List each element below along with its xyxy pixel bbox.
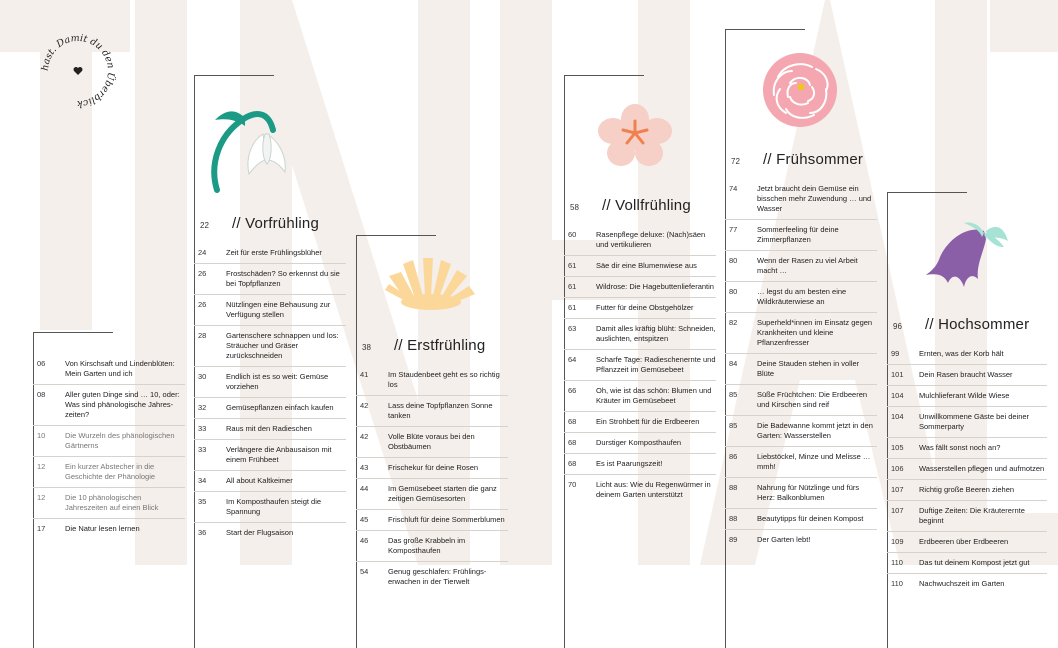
section-heading[interactable]	[356, 337, 516, 354]
toc-entry-page: 43	[360, 463, 369, 472]
toc-entry[interactable]	[194, 418, 346, 439]
toc-entry[interactable]	[194, 263, 346, 294]
toc-entry-page: 107	[891, 506, 904, 515]
toc-entry-text: Richtig große Beeren ziehen	[919, 485, 1015, 494]
toc-entry-text: Frischekur für deine Rosen	[388, 463, 479, 472]
toc-entry-text: Dein Rasen braucht Wasser	[919, 370, 1013, 379]
toc-entry-page: 63	[568, 324, 577, 333]
toc-entry-text: Damit alles kräftig blüht: Schneiden, auslichten, entspitzen	[596, 324, 716, 343]
section-entries	[887, 344, 1047, 594]
section-heading[interactable]	[887, 316, 1052, 333]
toc-entry[interactable]	[725, 415, 877, 446]
toc-entry[interactable]	[194, 470, 346, 491]
toc-entry[interactable]	[194, 325, 346, 366]
toc-entry-page: 45	[360, 515, 369, 524]
toc-entry-text: Erdbeeren über Erdbeeren	[919, 537, 1009, 546]
toc-entry-text: Die 10 phänologischen Jahreszeiten auf einen Blick	[65, 493, 159, 512]
toc-entry-page: 80	[729, 287, 738, 296]
toc-entry[interactable]	[887, 437, 1047, 458]
toc-entry-text: Scharfe Tage: Radieschenernte und Pflanzzeit im Gemüsebeet	[596, 355, 716, 374]
toc-entry-text: Im Komposthaufen steigt die Spannung	[226, 497, 322, 516]
toc-entry-text: Rasenpflege deluxe: (Nach)säen und vertikulieren	[596, 230, 706, 249]
toc-entry-page: 82	[729, 318, 738, 327]
toc-entry[interactable]	[564, 297, 716, 318]
circle-badge-text: hast. Damit du den Überblick	[40, 33, 116, 109]
section-entries	[725, 179, 877, 550]
toc-entry[interactable]	[887, 500, 1047, 531]
toc-entry-text: Ein Strohbett für die Erdbeeren	[596, 417, 700, 426]
toc-entry-page: 68	[568, 459, 577, 468]
section-heading-title: // Hochsommer	[925, 316, 1030, 333]
section-rule-horizontal	[356, 235, 436, 236]
toc-entry[interactable]	[887, 458, 1047, 479]
toc-entry-page: 105	[891, 443, 904, 452]
toc-entry-text: Aller guten Dinge sind … 10, oder: Was sind phänologische Jahres-zeiten?	[65, 390, 180, 419]
toc-entry[interactable]	[887, 406, 1047, 437]
toc-entry-text: Zeit für erste Frühlingsblüher	[226, 248, 322, 257]
toc-entry[interactable]	[356, 561, 508, 592]
toc-entry-page: 33	[198, 445, 207, 454]
toc-entry-text: Licht aus: Wie du Regenwürmer in deinem Garten unterstützt	[596, 480, 711, 499]
toc-entry-text: Säe dir eine Blumenwiese aus	[596, 261, 697, 270]
toc-entry[interactable]	[564, 453, 716, 474]
toc-entry[interactable]	[194, 397, 346, 418]
toc-entry[interactable]	[725, 477, 877, 508]
toc-entry-text: Was fällt sonst noch an?	[919, 443, 1001, 452]
toc-entry[interactable]	[725, 384, 877, 415]
toc-entry[interactable]	[564, 318, 716, 349]
toc-entry-page: 99	[891, 349, 900, 358]
toc-entry-page: 86	[729, 452, 738, 461]
toc-entry[interactable]	[564, 380, 716, 411]
toc-entry[interactable]	[725, 250, 877, 281]
toc-entry-text: Volle Blüte voraus bei den Obstbäumen	[388, 432, 475, 451]
toc-entry[interactable]	[887, 385, 1047, 406]
toc-entry-page: 35	[198, 497, 207, 506]
toc-entry[interactable]	[33, 354, 185, 384]
toc-entry-text: Nützlingen eine Behausung zur Verfügung stellen	[226, 300, 331, 319]
toc-entry-text: Deine Stauden stehen in voller Blüte	[757, 359, 860, 378]
section-heading-page: 58	[570, 203, 579, 212]
toc-entry-page: 42	[360, 401, 369, 410]
toc-entry[interactable]	[887, 531, 1047, 552]
toc-entry-page: 30	[198, 372, 207, 381]
toc-entry-page: 85	[729, 390, 738, 399]
section-heading[interactable]	[194, 215, 354, 232]
toc-entry-text: Verlängere die Anbausaison mit einem Frühbeet	[226, 445, 332, 464]
rose-icon	[760, 51, 840, 134]
toc-entry-page: 60	[568, 230, 577, 239]
toc-entry-text: Von Kirschsaft und Lindenblüten: Mein Garten und ich	[65, 359, 175, 378]
toc-entry[interactable]	[887, 344, 1047, 364]
toc-entry-page: 66	[568, 386, 577, 395]
toc-entry-text: Mulchlieferant Wilde Wiese	[919, 391, 1010, 400]
sunburst-icon	[385, 258, 477, 315]
toc-entry-page: 34	[198, 476, 207, 485]
toc-entry-text: Das große Krabbeln im Komposthaufen	[388, 536, 466, 555]
toc-entry-text: Nachwuchszeit im Garten	[919, 579, 1005, 588]
toc-entry-page: 32	[198, 403, 207, 412]
toc-entry[interactable]	[564, 349, 716, 380]
toc-entry[interactable]	[725, 312, 877, 353]
toc-entry-text: Die Natur lesen lernen	[65, 524, 140, 533]
toc-entry-text: Ein kurzer Abstecher in die Geschichte der Phänologie	[65, 462, 156, 481]
section-entries	[564, 225, 716, 505]
toc-entry-text: Ernten, was der Korb hält	[919, 349, 1004, 358]
toc-entry[interactable]	[725, 281, 877, 312]
toc-entry[interactable]	[725, 353, 877, 384]
toc-entry-text: Endlich ist es so weit: Gemüse vorziehen	[226, 372, 329, 391]
toc-entry-page: 06	[37, 359, 46, 368]
toc-entry-page: 33	[198, 424, 207, 433]
toc-entry-page: 10	[37, 431, 46, 440]
section-entries	[356, 365, 508, 592]
toc-entry-page: 68	[568, 417, 577, 426]
toc-entry-text: Sommerfeeling für deine Zimmerpflanzen	[757, 225, 839, 244]
toc-entry-text: Die Badewanne kommt jetzt in den Garten: Wasserstellen	[757, 421, 873, 440]
section-rule-horizontal	[887, 192, 967, 193]
toc-entry-page: 70	[568, 480, 577, 489]
section-heading-title: // Frühsommer	[763, 151, 864, 168]
toc-entry-text: Frostschäden? So erkennst du sie bei Topfpflanzen	[226, 269, 340, 288]
toc-entry-page: 12	[37, 462, 46, 471]
section-heading-page: 38	[362, 343, 371, 352]
toc-entry[interactable]	[194, 366, 346, 397]
toc-entry[interactable]	[887, 479, 1047, 500]
toc-entry-page: 54	[360, 567, 369, 576]
section-rule-horizontal	[194, 75, 274, 76]
toc-entry-text: … legst du am besten eine Wildkräuterwiese an	[757, 287, 847, 306]
toc-entry-text: Wasserstellen pflegen und aufmotzen	[919, 464, 1045, 473]
toc-entry[interactable]	[194, 439, 346, 470]
toc-entry-text: Es ist Paarungszeit!	[596, 459, 663, 468]
toc-entry[interactable]	[725, 508, 877, 529]
toc-entry-text: Oh, wie ist das schön: Blumen und Kräuter im Gemüsebeet	[596, 386, 712, 405]
toc-entry[interactable]	[33, 487, 185, 518]
toc-entry[interactable]	[194, 522, 346, 543]
section-heading-page: 22	[200, 221, 209, 230]
toc-entry[interactable]	[564, 276, 716, 297]
toc-entry-page: 61	[568, 303, 577, 312]
toc-entry-text: All about Kaltkeimer	[226, 476, 293, 485]
toc-entry-page: 77	[729, 225, 738, 234]
intro-entries	[33, 354, 185, 539]
toc-entry-text: Die Wurzeln des phänologischen Gärtnerns	[65, 431, 175, 450]
toc-entry[interactable]	[356, 395, 508, 426]
toc-entry-text: Beautytipps für deinen Kompost	[757, 514, 864, 523]
toc-entry-text: Im Gemüsebeet starten die ganz zeitigen Gemüsesorten	[388, 484, 497, 503]
section-rule-horizontal	[564, 75, 644, 76]
toc-entry-text: Raus mit den Radieschen	[226, 424, 312, 433]
toc-entry-page: 89	[729, 535, 738, 544]
toc-entry-text: Süße Früchtchen: Die Erdbeeren und Kirschen sind reif	[757, 390, 868, 409]
toc-entry-text: Wildrose: Die Hagebuttenlieferantin	[596, 282, 714, 291]
toc-entry[interactable]	[194, 491, 346, 522]
heart-icon	[74, 67, 83, 75]
toc-entry[interactable]	[887, 364, 1047, 385]
toc-entry-page: 85	[729, 421, 738, 430]
toc-entry-page: 24	[198, 248, 207, 257]
toc-entry-text: Frischluft für deine Sommerblumen	[388, 515, 505, 524]
section-entries	[194, 243, 346, 543]
toc-entry-text: Start der Flugsaison	[226, 528, 294, 537]
toc-entry-text: Duftige Zeiten: Die Kräuterernte beginnt	[919, 506, 1025, 525]
toc-entry[interactable]	[356, 509, 508, 530]
intro-rule-horizontal	[33, 332, 113, 333]
toc-entry[interactable]	[33, 456, 185, 487]
toc-entry[interactable]	[356, 530, 508, 561]
toc-entry-text: Der Garten lebt!	[757, 535, 811, 544]
toc-entry[interactable]	[356, 457, 508, 478]
toc-entry-page: 110	[891, 579, 903, 588]
toc-entry-page: 12	[37, 493, 46, 502]
toc-entry-page: 84	[729, 359, 738, 368]
toc-entry[interactable]	[194, 243, 346, 263]
toc-entry-page: 88	[729, 483, 738, 492]
toc-entry[interactable]	[564, 225, 716, 255]
toc-entry-page: 17	[37, 524, 46, 533]
section-rule-horizontal	[725, 29, 805, 30]
section-heading-title: // Vollfrühling	[602, 197, 691, 214]
toc-entry-page: 106	[891, 464, 904, 473]
circle-badge	[40, 33, 116, 114]
toc-entry-page: 61	[568, 261, 577, 270]
toc-entry-page: 26	[198, 300, 207, 309]
toc-entry-page: 26	[198, 269, 207, 278]
toc-entry-page: 28	[198, 331, 207, 340]
toc-entry[interactable]	[356, 365, 508, 395]
toc-entry-text: Wenn der Rasen zu viel Arbeit macht …	[757, 256, 858, 275]
toc-entry-page: 104	[891, 391, 904, 400]
toc-entry-text: Nahrung für Nützlinge und fürs Herz: Balkonblumen	[757, 483, 860, 502]
blossom-icon	[597, 103, 673, 174]
toc-entry-text: Durstiger Komposthaufen	[596, 438, 682, 447]
toc-entry-text: Liebstöckel, Minze und Melisse … mmh!	[757, 452, 871, 471]
toc-entry-page: 68	[568, 438, 577, 447]
toc-entry[interactable]	[564, 474, 716, 505]
toc-entry-page: 61	[568, 282, 577, 291]
toc-entry[interactable]	[725, 529, 877, 550]
toc-entry-text: Gartenschere schnappen und los: Sträucher und Gräser zurückschneiden	[226, 331, 339, 360]
toc-entry-page: 46	[360, 536, 369, 545]
toc-entry[interactable]	[564, 411, 716, 432]
snowdrop-icon	[205, 104, 295, 201]
section-heading[interactable]	[725, 151, 885, 168]
toc-entry-text: Unwillkommene Gäste bei deiner Sommerparty	[919, 412, 1030, 431]
section-heading-title: // Erstfrühling	[394, 337, 486, 354]
toc-entry-text: Genug geschlafen: Frühlings-erwachen in der Tierwelt	[388, 567, 487, 586]
toc-entry-page: 104	[891, 412, 904, 421]
toc-entry-page: 80	[729, 256, 738, 265]
section-heading-title: // Vorfrühling	[232, 215, 320, 232]
toc-entry[interactable]	[194, 294, 346, 325]
toc-entry-page: 41	[360, 370, 369, 379]
section-heading-page: 96	[893, 322, 902, 331]
toc-entry-page: 88	[729, 514, 738, 523]
toc-entry[interactable]	[725, 446, 877, 477]
toc-entry[interactable]	[887, 573, 1047, 594]
toc-entry[interactable]	[356, 478, 508, 509]
toc-entry-page: 109	[891, 537, 904, 546]
toc-entry[interactable]	[564, 432, 716, 453]
toc-entry-text: Jetzt braucht dein Gemüse ein bisschen mehr Zuwendung … und Wasser	[757, 184, 872, 213]
toc-entry-text: Das tut deinem Kompost jetzt gut	[919, 558, 1030, 567]
bellflower-icon	[924, 217, 1010, 294]
toc-entry-page: 36	[198, 528, 207, 537]
toc-entry[interactable]	[33, 518, 185, 539]
toc-entry-text: Lass deine Topfpflanzen Sonne tanken	[388, 401, 493, 420]
toc-entry[interactable]	[356, 426, 508, 457]
toc-entry[interactable]	[33, 384, 185, 425]
toc-entry-page: 42	[360, 432, 369, 441]
toc-entry-page: 64	[568, 355, 577, 364]
toc-entry-text: Gemüsepflanzen einfach kaufen	[226, 403, 334, 412]
toc-entry[interactable]	[33, 425, 185, 456]
toc-entry-text: Im Staudenbeet geht es so richtig los	[388, 370, 500, 389]
toc-entry[interactable]	[725, 179, 877, 219]
toc-entry[interactable]	[564, 255, 716, 276]
toc-entry-page: 74	[729, 184, 738, 193]
section-heading-page: 72	[731, 157, 740, 166]
toc-entry-page: 101	[891, 370, 904, 379]
toc-entry-text: Futter für deine Obstgehölzer	[596, 303, 694, 312]
toc-entry-page: 107	[891, 485, 904, 494]
toc-entry[interactable]	[887, 552, 1047, 573]
toc-entry-page: 110	[891, 558, 903, 567]
toc-entry-page: 44	[360, 484, 369, 493]
toc-entry-text: Superheld*innen im Einsatz gegen Krankheiten und kleine Pflanzenfresser	[757, 318, 873, 347]
section-heading[interactable]	[564, 197, 724, 214]
toc-entry[interactable]	[725, 219, 877, 250]
toc-entry-page: 08	[37, 390, 46, 399]
